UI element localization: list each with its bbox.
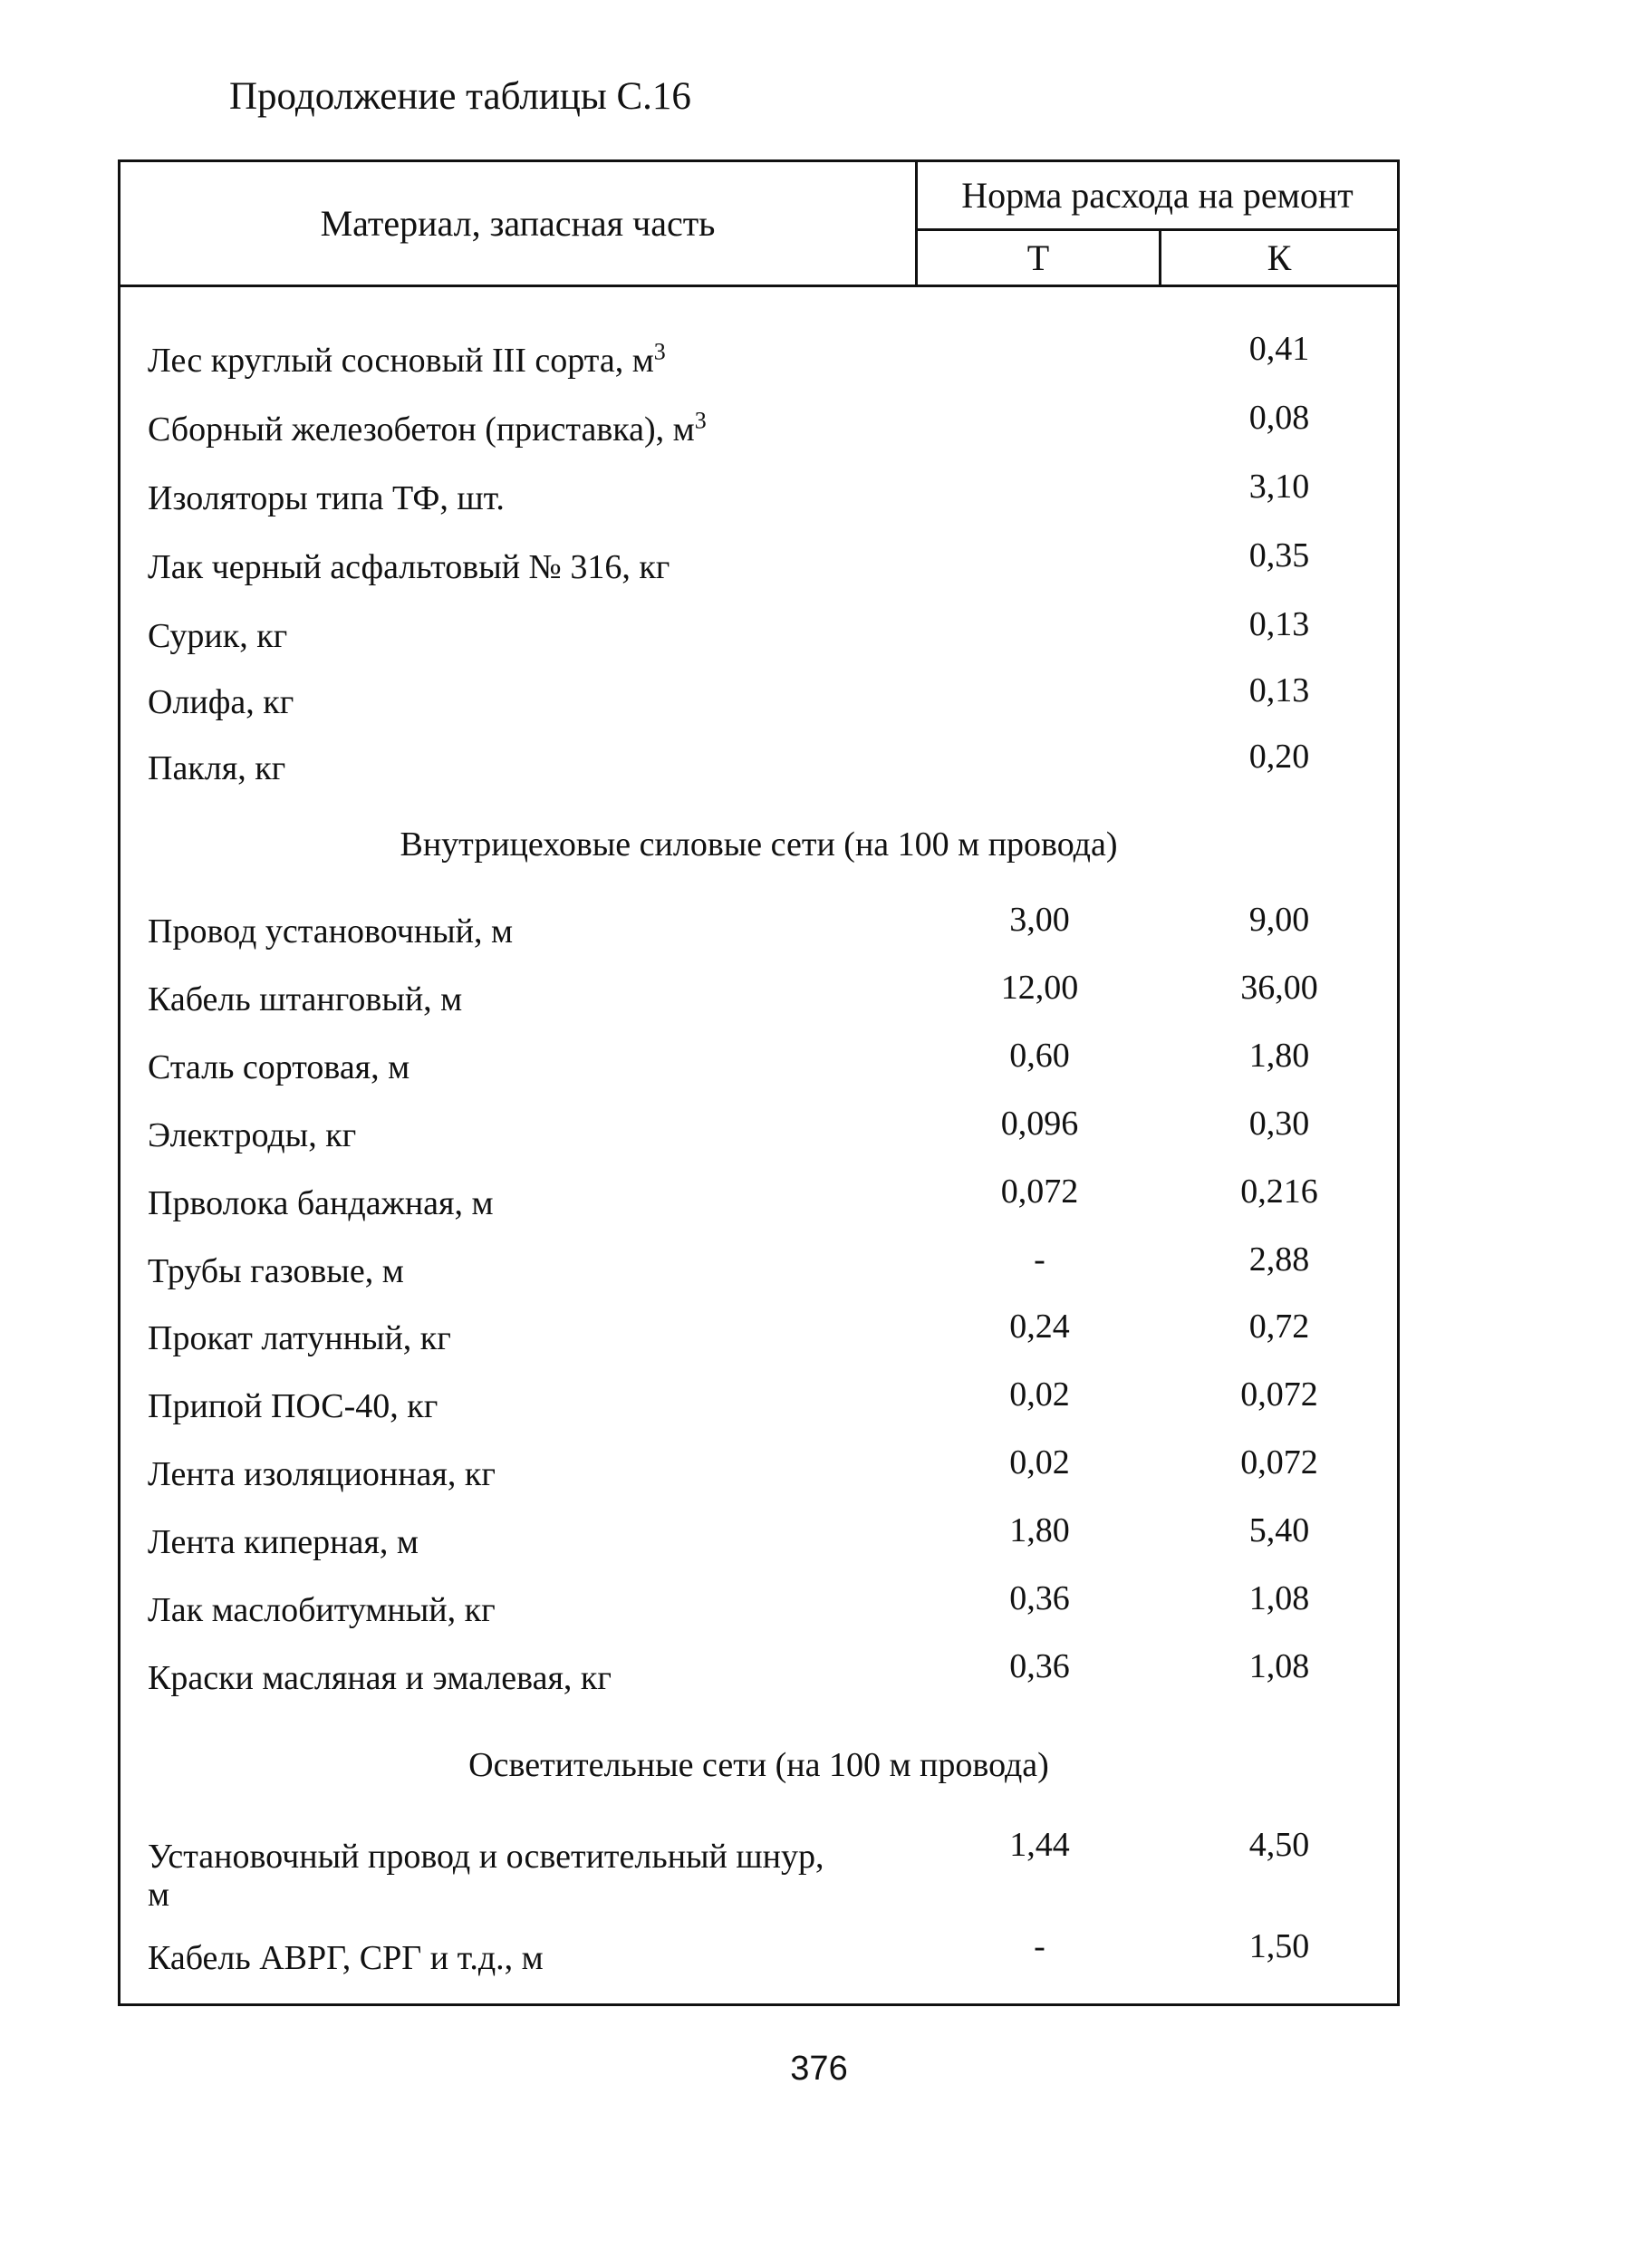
superscript: 3 (694, 407, 707, 434)
row-name: Сурик, кг (148, 617, 288, 655)
row-t: 0,36 (1009, 1647, 1070, 1685)
row-t: 0,096 (1000, 1105, 1079, 1143)
row-k: 0,35 (1248, 536, 1310, 574)
row-t: 0,24 (1009, 1308, 1070, 1346)
table-row (120, 1172, 1397, 1226)
table-row (120, 1104, 1397, 1158)
row-k: 0,072 (1240, 1375, 1318, 1414)
row-k: 0,216 (1240, 1173, 1318, 1211)
row-t: - (1034, 1927, 1045, 1965)
table-row (120, 467, 1397, 521)
row-t: 0,072 (1000, 1173, 1079, 1211)
table-row (120, 900, 1397, 954)
section-heading: Осветительные сети (на 100 м провода) (468, 1746, 1049, 1784)
row-name: Провод установочный, м (148, 912, 514, 951)
row-name: Изоляторы типа ТФ, шт. (148, 479, 505, 517)
table-row (120, 1240, 1397, 1294)
row-t: 12,00 (1000, 969, 1079, 1007)
row-t: 1,80 (1009, 1511, 1070, 1549)
row-t: 0,60 (1009, 1037, 1070, 1075)
page-number: 376 (790, 2050, 848, 2088)
table-row (120, 671, 1397, 725)
header-t: Т (918, 231, 1161, 287)
superscript: 3 (653, 338, 666, 365)
row-name: Олифа, кг (148, 683, 294, 721)
table-caption: Продолжение таблицы С.16 (229, 75, 691, 118)
section-heading: Внутрицеховые силовые сети (на 100 м провода) (400, 825, 1118, 864)
row-k: 3,10 (1248, 468, 1310, 506)
row-name: Припой ПОС-40, кг (148, 1387, 438, 1425)
row-k: 0,13 (1248, 605, 1310, 643)
row-t: 1,44 (1009, 1826, 1070, 1864)
row-name: Краски масляная и эмалевая, кг (148, 1659, 612, 1697)
row-k: 4,50 (1248, 1826, 1310, 1864)
row-k: 2,88 (1248, 1240, 1310, 1279)
row-name: Трубы газовые, м (148, 1252, 404, 1290)
table-row (120, 1646, 1397, 1701)
row-k: 36,00 (1240, 969, 1318, 1007)
header-material: Материал, запасная часть (120, 162, 918, 287)
row-name: Лак черный асфальтовый № 316, кг (148, 548, 670, 586)
row-k: 0,072 (1240, 1443, 1318, 1481)
materials-table (118, 159, 1400, 2006)
row-k: 0,08 (1248, 399, 1310, 437)
table-row (120, 1825, 1397, 1916)
row-t: - (1034, 1240, 1045, 1279)
table-row (120, 1036, 1397, 1090)
row-k: 0,72 (1248, 1308, 1310, 1346)
table-row (120, 1510, 1397, 1565)
row-k: 0,13 (1248, 671, 1310, 709)
row-k: 5,40 (1248, 1511, 1310, 1549)
row-name: Лента киперная, м (148, 1523, 419, 1561)
row-name: Лак маслобитумный, кг (148, 1591, 496, 1629)
table-row (120, 1578, 1397, 1633)
row-k: 9,00 (1248, 901, 1310, 939)
row-t: 3,00 (1009, 901, 1070, 939)
row-name: Сталь сортовая, м (148, 1048, 410, 1086)
row-k: 0,30 (1248, 1105, 1310, 1143)
row-t: 0,02 (1009, 1443, 1070, 1481)
row-name: Кабель АВРГ, СРГ и т.д., м (148, 1939, 544, 1977)
table-row (120, 968, 1397, 1022)
row-name: Прокат латунный, кг (148, 1319, 451, 1357)
table-row (120, 737, 1397, 791)
row-name: Лента изоляционная, кг (148, 1455, 496, 1493)
row-k: 1,50 (1248, 1927, 1310, 1965)
row-name: Прволока бандажная, м (148, 1184, 494, 1222)
row-t: 0,36 (1009, 1579, 1070, 1617)
row-name: Кабель штанговый, м (148, 980, 463, 1018)
table-row (120, 536, 1397, 590)
row-name: Электроды, кг (148, 1116, 357, 1154)
table-row (120, 1926, 1397, 1981)
row-k: 0,41 (1248, 330, 1310, 368)
header-norm: Норма расхода на ремонт (918, 162, 1397, 231)
row-k: 1,08 (1248, 1647, 1310, 1685)
table-row (120, 329, 1397, 383)
row-t: 0,02 (1009, 1375, 1070, 1414)
row-name: Установочный провод и осветительный шнур, м (148, 1838, 824, 1914)
row-k: 1,08 (1248, 1579, 1310, 1617)
row-name: Лес круглый сосновый III сорта, $м^3$ (148, 338, 666, 380)
table-row (120, 1307, 1397, 1361)
table-row (120, 604, 1397, 659)
table-row (120, 398, 1397, 452)
table-row (120, 1443, 1397, 1497)
header-k: К (1161, 231, 1397, 287)
row-k: 1,80 (1248, 1037, 1310, 1075)
row-name: Сборный железобетон (приставка), $м^3$ (148, 407, 707, 449)
row-name: Пакля, кг (148, 749, 286, 787)
row-k: 0,20 (1248, 738, 1310, 776)
table-row (120, 1375, 1397, 1429)
